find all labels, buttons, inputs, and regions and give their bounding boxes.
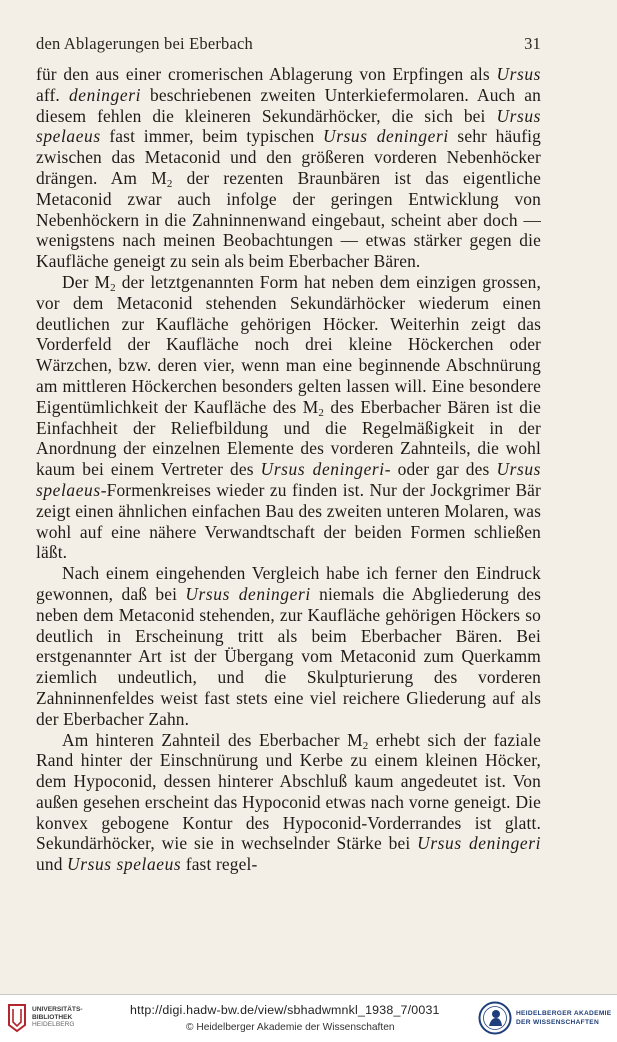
- library-name-line3: HEIDELBERG: [32, 1021, 75, 1029]
- subscript: 2: [110, 281, 116, 294]
- subscript: 2: [318, 406, 324, 419]
- running-title: den Ablagerungen bei Eberbach: [36, 34, 254, 53]
- taxon-name: Ursus spelaeus: [36, 459, 541, 500]
- taxon-name: Ursus spelaeus: [67, 854, 182, 875]
- text-run: beschriebenen zweiten Unterkiefermolaren. Auch an diesem fehlen die kleineren Sekundärhöcker, die sich bei: [36, 84, 541, 126]
- subscript: 2: [166, 177, 173, 190]
- digitization-footer: [0, 994, 617, 1042]
- page-number: 31: [524, 34, 541, 53]
- paragraph: [36, 272, 541, 563]
- paragraph: [36, 563, 541, 729]
- text-run: -Formenkreises wieder zu finden ist. Nur der Jockgrimer Bär zeigt einen ähnlichen einfachen Bau des zweiten unteren Molaren, was wohl auf eine nähere Verwandtschaft der beiden Formen schließen läßt.: [36, 479, 541, 563]
- academy-name-line2: DER WISSENSCHAFTEN: [516, 1019, 600, 1026]
- taxon-name: Ursus deningeri: [260, 459, 385, 480]
- taxon-name: Ursus deningeri: [185, 583, 311, 604]
- text-run: fast immer, beim typischen: [100, 126, 324, 147]
- paragraph: [36, 730, 541, 876]
- text-run: aff.: [36, 84, 69, 105]
- text-run: Der M: [62, 271, 111, 292]
- taxon-name: Ursus spelaeus: [36, 105, 541, 147]
- text-run: der rezenten Braunbären ist das eigentliche Metaconid zwar auch infolge der geringen Entwicklung von Nebenhöckern in die Zahninnenwand eingebaut, scheint aber doch — wenigstens nach meinen Beobachtungen — etwas stärker gegen die Kaufläche geneigt zu sein als beim Eberbacher Bären.: [36, 167, 541, 272]
- academy-seal-icon: [478, 1001, 512, 1035]
- academy-logo[interactable]: [478, 1001, 614, 1037]
- text-run: erhebt sich der faziale Rand hinter der Einschnürung und Kerbe zu einem kleinen Höcker, dem Hypoconid, dessen hinterer Abschluß kaum angedeutet ist. Von außen gesehen erscheint das Hypoconid etwas nach vorne geneigt. Die konvex gebogene Kontur des Hypoconid-Vorderrandes ist glatt. Sekundärhöcker, wie sie in wechselnder Stärke bei: [36, 729, 541, 854]
- copyright-notice: © Heidelberger Akademie der Wissenschaften: [186, 1022, 395, 1033]
- library-name-line2: BIBLIOTHEK: [32, 1013, 73, 1021]
- taxon-name: deningeri: [68, 84, 142, 105]
- text-run: Nach einem eingehenden Vergleich habe ich ferner den Eindruck gewonnen, daß bei: [36, 563, 541, 604]
- text-run: Am hinteren Zahnteil des Eberbacher M: [62, 729, 363, 750]
- text-run: fast regel-: [181, 854, 258, 875]
- body-text: [36, 64, 541, 875]
- subscript: 2: [362, 739, 369, 752]
- taxon-name: Ursus deningeri: [417, 833, 542, 854]
- ub-heidelberg-logo-icon: [6, 1003, 28, 1033]
- paragraph: [36, 64, 541, 272]
- running-header: [36, 34, 541, 54]
- text-run: - oder gar des: [384, 459, 497, 480]
- text-run: für den aus einer cromerischen Ablagerung von Erpfingen als: [36, 64, 497, 84]
- academy-name-line1: HEIDELBERGER AKADEMIE: [516, 1010, 612, 1017]
- library-name-line1: UNIVERSITÄTS-: [32, 1006, 83, 1013]
- university-library-logo[interactable]: [6, 1003, 106, 1037]
- taxon-name: Ursus deningeri: [323, 126, 449, 147]
- text-run: und: [36, 854, 68, 875]
- text-run: der letztgenannten Form hat neben dem einzigen grossen, vor dem Metaconid stehenden Sekundärhöcker wiederum einen deutlichen zur Kaufläche gehörigen Höcker. Weiterhin zeigt das Vorderfeld der Kaufläche noch drei kleine Höckerchen oder Wärzchen, bzw. deren vier, wenn man eine beginnende Abschnürung am mittleren Höckerchen besonders gelten lassen will. Eine besondere Eigentümlichkeit der Kaufläche des M: [36, 271, 541, 417]
- permalink-url[interactable]: http://digi.hadw-bw.de/view/sbhadwmnkl_1938_7/0031: [130, 1003, 440, 1017]
- text-run: niemals die Abgliederung des neben dem Metaconid stehenden, zur Kaufläche gehörigen Höckers so deutlich in Erscheinung tritt als beim Eberbacher Bären. Bei erstgenannter Art ist der Übergang vom Metaconid zum Querkamm ziemlich undeutlich, und die Skulpturierung des vorderen Zahninnenfeldes weist fast stets eine viel reichere Gliederung auf als der Eberbacher Zahn.: [36, 583, 541, 729]
- text-run: des Eberbacher Bären ist die Einfachheit der Reliefbildung und die Regelmäßigkeit in der Anordnung der einzelnen Elemente des vorderen Zahnteils, die wohl kaum bei einem Vertreter des: [36, 396, 541, 480]
- taxon-name: Ursus: [496, 64, 541, 84]
- text-run: sehr häufig zwischen das Metaconid und den größeren vorderen Nebenhöcker drängen. Am M: [36, 126, 541, 188]
